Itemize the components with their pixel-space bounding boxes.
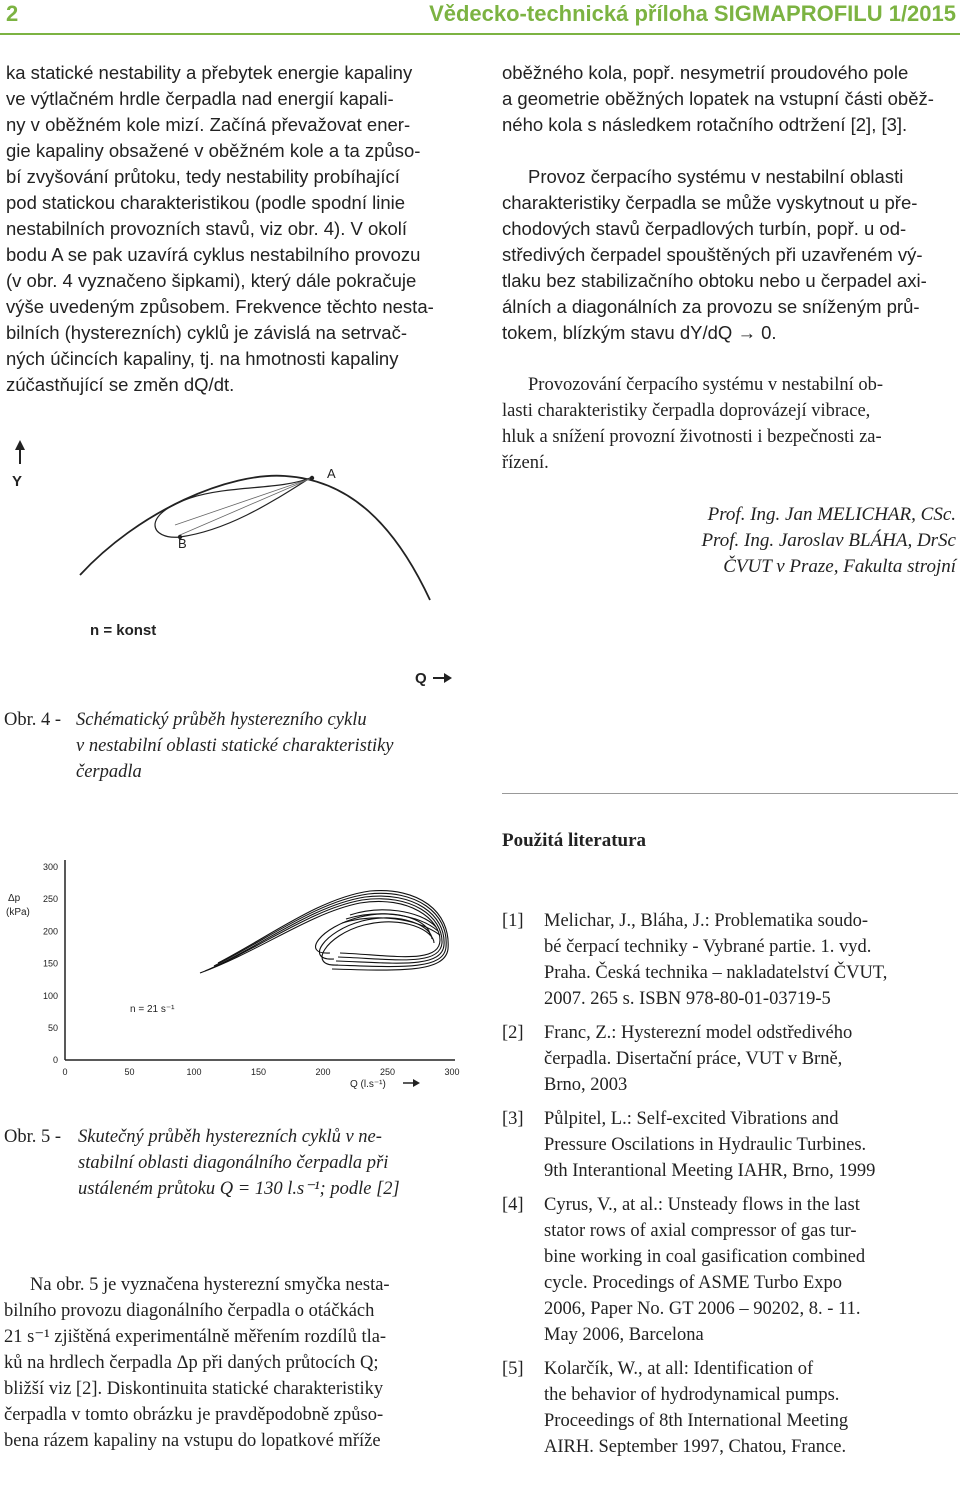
right-para-1	[502, 60, 958, 138]
text-line: Franc, Z.: Hysterezní model odstředivého	[544, 1023, 853, 1043]
reference-number: [5]	[502, 1359, 524, 1379]
text-line: lasti charakteristiky čerpadla doprovázejí vibrace,	[502, 401, 871, 421]
text-line: Melichar, J., Bláha, J.: Problematika soudo-	[544, 911, 868, 931]
fig5-x-tick-label: 50	[124, 1067, 135, 1077]
text-line: ků na hrdlech čerpadla Δp při daných průtocích Q;	[4, 1353, 379, 1373]
reference-item	[502, 1356, 958, 1460]
y-arrow-head-icon	[15, 440, 25, 450]
page-number: 2	[6, 1, 19, 26]
fig4-characteristic-curve	[80, 476, 430, 600]
fig5-x-tick-label: 250	[379, 1067, 396, 1077]
fig5-y-unit: (kPa)	[6, 907, 30, 918]
reference-number: [4]	[502, 1195, 524, 1215]
text-line: ných účincích kapaliny, tj. na hmotnosti kapaliny	[6, 348, 399, 369]
text-line: Schématický průběh hysterezního cyklu	[76, 710, 367, 730]
fig4-loop-chord-2	[180, 478, 312, 535]
fig5-y-tick-label: 200	[42, 926, 58, 937]
text-line: stabilní oblasti diagonálního čerpadla při	[78, 1153, 389, 1173]
text-line: hluk a snížení provozní životnosti i bezpečnosti za-	[502, 427, 882, 447]
fig5-y-tick-label: 100	[42, 990, 58, 1001]
author-signature	[536, 502, 956, 580]
reference-text	[544, 908, 958, 1012]
text-line: gie kapaliny obsažené v oběžném kole a ta způso-	[6, 140, 421, 161]
fig4-loop-chord	[175, 478, 312, 525]
fig5-x-ticks	[62, 1067, 459, 1077]
text-line: Provoz čerpacího systému v nestabilní oblasti	[528, 166, 904, 187]
text-line: Cyrus, V., at al.: Unsteady flows in the last	[544, 1195, 860, 1215]
text-line: bilních (hysterezních) cyklů je závislá na setrvač-	[6, 322, 407, 343]
fig5-y-tick-label: 150	[42, 958, 58, 969]
fig5-y-label: Δp	[8, 893, 21, 904]
text-line: výše uvedeným způsobem. Frekvence těchto nesta-	[6, 296, 434, 317]
fig4-point-a-label: A	[327, 466, 336, 481]
fig5-hysteresis-bundle	[200, 891, 448, 973]
reference-item	[502, 1192, 958, 1348]
fig4-caption-text	[76, 707, 464, 785]
fig5-x-tick-label: 0	[62, 1067, 68, 1077]
text-line: ka statické nestability a přebytek energie kapaliny	[6, 62, 413, 83]
reference-number: [1]	[502, 911, 524, 931]
fig4-speed-label: n = konst	[90, 622, 157, 639]
text-line: ny v oběžném kole mizí. Začíná převažovat ener-	[6, 114, 411, 135]
text-line: Na obr. 5 je vyznačena hysterezní smyčka nesta-	[30, 1275, 390, 1295]
text-line: a geometrie oběžných lopatek na vstupní části oběž-	[502, 88, 934, 109]
right-para-3	[502, 372, 958, 476]
text-line: charakteristiky čerpadla se může vyskytnout u pře-	[502, 192, 918, 213]
figure-5	[0, 855, 470, 1105]
text-line: álních a diagonálních za provozu se sníženým prů-	[502, 296, 920, 317]
text-line: chodových stavů čerpadlových turbín, popř. u od-	[502, 218, 907, 239]
right-para-2	[502, 164, 958, 346]
text-line: May 2006, Barcelona	[544, 1325, 704, 1345]
text-line: the behavior of hydrodynamical pumps.	[544, 1385, 840, 1405]
text-line: Prof. Ing. Jan MELICHAR, CSc.	[707, 504, 956, 525]
text-line: ného kola s následkem rotačního odtržení [2], [3].	[502, 114, 908, 135]
text-line: AIRH. September 1997, Chatou, France.	[544, 1437, 847, 1457]
text-line: Prof. Ing. Jaroslav BLÁHA, DrSc	[701, 530, 956, 551]
text-line: čerpadla v tomto obrázku je pravděpodobně způso-	[4, 1405, 384, 1425]
left-intro-lines	[6, 60, 458, 398]
fig4-caption	[4, 707, 464, 785]
text-line: oběžného kola, popř. nesymetrií proudového pole	[502, 62, 909, 83]
right-para-3-lines	[502, 372, 958, 476]
text-line: bližší viz [2]. Diskontinuita statické charakteristiky	[4, 1379, 384, 1399]
text-line: 2006, Paper No. GT 2006 – 90202, 8. - 11.	[544, 1299, 861, 1319]
text-line: tlaku bez stabilizačního obtoku nebo u čerpadel axi-	[502, 270, 927, 291]
text-line: Brno, 2003	[544, 1075, 628, 1095]
text-line: tokem, blízkým stavu dY/dQ → 0.	[502, 322, 777, 343]
text-line: zúčastňující se změn dQ/dt.	[6, 374, 235, 395]
text-line: ČVUT v Praze, Fakulta strojní	[723, 556, 956, 577]
fig5-x-arrow-head-icon	[413, 1079, 420, 1087]
page-header	[0, 0, 960, 32]
text-line: pod statickou charakteristikou (podle spodní linie	[6, 192, 406, 213]
section-divider	[502, 793, 958, 794]
text-line: čerpadla. Disertační práce, VUT v Brně,	[544, 1049, 843, 1069]
fig5-caption	[4, 1124, 464, 1202]
reference-number: [2]	[502, 1023, 524, 1043]
text-line: bí zvyšování průtoku, tedy nestability probíhající	[6, 166, 400, 187]
fig4-caption-label: Obr. 4 -	[4, 710, 62, 730]
fig5-x-tick-label: 150	[250, 1067, 267, 1077]
text-line: 2007. 265 s. ISBN 978-80-01-03719-5	[544, 989, 831, 1009]
fig5-caption-label: Obr. 5 -	[4, 1127, 62, 1147]
left-intro	[6, 60, 458, 398]
fig4-y-label: Y	[12, 473, 23, 490]
text-line: ustáleném průtoku Q = 130 l.s⁻¹; podle [2]	[78, 1179, 400, 1199]
text-line: bine working in coal gasification combined	[544, 1247, 866, 1267]
text-line: bilního provozu diagonálního čerpadla o otáčkách	[4, 1301, 375, 1321]
header-rule	[0, 33, 960, 35]
text-line: řízení.	[502, 453, 549, 473]
fig5-y-tick-label: 250	[42, 894, 58, 905]
fig5-y-tick-label: 300	[42, 862, 58, 872]
text-line: cycle. Procedings of ASME Turbo Expo	[544, 1273, 843, 1293]
text-line: Proceedings of 8th International Meeting	[544, 1411, 849, 1431]
text-line: Skutečný průběh hysterezních cyklů v ne-	[78, 1127, 382, 1147]
reference-text	[544, 1106, 958, 1184]
signature-lines	[536, 502, 956, 580]
text-line: středivých čerpadel spouštěných při uzavřeném vý-	[502, 244, 923, 265]
reference-item	[502, 1020, 958, 1098]
right-para-2-lines	[502, 164, 958, 346]
reference-number: [3]	[502, 1109, 524, 1129]
fig5-x-tick-label: 200	[315, 1067, 331, 1077]
journal-title: Vědecko-technická příloha SIGMAPROFILU 1/2015	[429, 1, 956, 26]
text-line: Kolarčík, W., at all: Identification of	[544, 1359, 814, 1379]
text-line: Provozování čerpacího systému v nestabilní ob-	[528, 375, 884, 395]
text-line: nestabilních provozních stavů, viz obr. 4). V okolí	[6, 218, 408, 239]
text-line: Pressure Oscilations in Hydraulic Turbines.	[544, 1135, 867, 1155]
fig5-caption-text	[78, 1124, 464, 1202]
fig5-speed-label: n = 21 s⁻¹	[130, 1004, 175, 1015]
text-line: 9th Interantional Meeting IAHR, Brno, 1999	[544, 1161, 876, 1181]
fig5-x-label: Q (l.s⁻¹)	[350, 1079, 386, 1090]
reference-text	[544, 1020, 958, 1098]
text-line: 21 s⁻¹ zjištěná experimentálně měřením rozdílů tla-	[4, 1327, 387, 1347]
right-para-1-lines	[502, 60, 958, 138]
text-line: Půlpitel, L.: Self-excited Vibrations and	[544, 1109, 839, 1129]
fig4-point-a-marker	[310, 476, 314, 480]
reference-item	[502, 1106, 958, 1184]
reference-text	[544, 1356, 958, 1460]
reference-text	[544, 1192, 958, 1348]
text-line: stator rows of axial compressor of gas tur-	[544, 1221, 857, 1241]
text-line: v nestabilní oblasti statické charakteristiky	[76, 736, 394, 756]
fig5-x-tick-label: 100	[186, 1067, 202, 1077]
references-list	[502, 908, 958, 1468]
text-line: bodu A se pak uzavírá cyklus nestabilního provozu	[6, 244, 421, 265]
fig5-y-tick-label: 50	[47, 1023, 58, 1033]
text-line: Praha. Česká technika – nakladatelství ČVUT,	[544, 963, 888, 983]
text-line: bé čerpací techniky - Vybrané partie. 1. vyd.	[544, 937, 872, 957]
text-line: (v obr. 4 vyznačeno šipkami), který dále pokračuje	[6, 270, 417, 291]
references-title: Použitá literatura	[502, 830, 647, 851]
fig5-y-tick-label: 0	[52, 1055, 58, 1066]
fig5-y-ticks	[43, 862, 58, 1065]
left-closing-lines	[4, 1272, 460, 1454]
figure-4	[0, 430, 470, 700]
x-arrow-head-icon	[444, 673, 452, 683]
fig4-x-label: Q	[415, 670, 427, 687]
text-line: bena rázem kapaliny na vstupu do lopatkové mříže	[4, 1431, 381, 1451]
text-line: ve výtlačném hrdle čerpadla nad energií kapali-	[6, 88, 394, 109]
fig4-point-b-label: B	[178, 536, 187, 551]
text-line: čerpadla	[76, 762, 142, 782]
left-closing	[4, 1272, 460, 1454]
reference-item	[502, 908, 958, 1012]
fig5-x-tick-label: 300	[444, 1067, 460, 1077]
